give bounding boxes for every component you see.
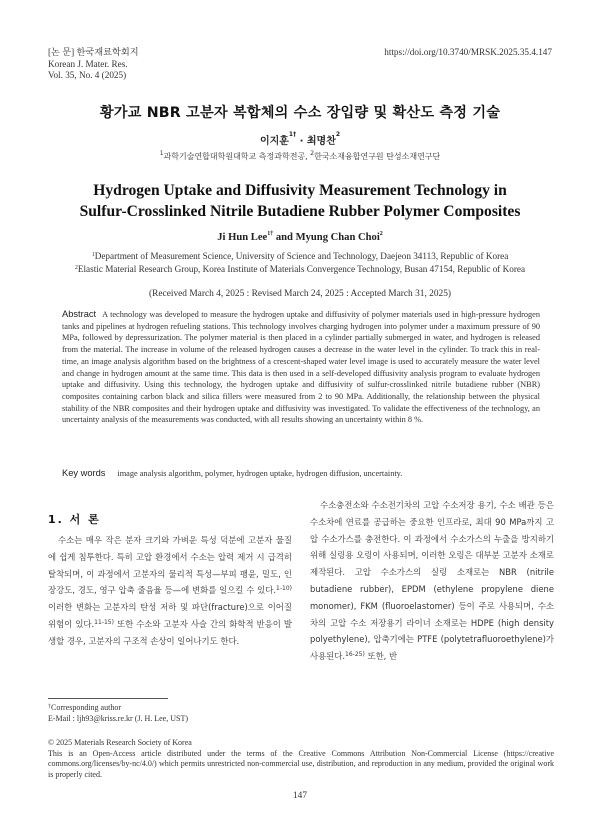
citation-ref: 1-10) (276, 585, 292, 593)
intro-left-text-3: 또한 수소와 고분자 사슬 간의 화학적 반응이 발생할 경우, 고분자의 구조적 손상이 일어나기도 한다. (48, 618, 292, 646)
author-1-en: Ji Hun Lee (217, 232, 268, 243)
abstract-label: Abstract (62, 309, 97, 319)
affiliations-korean (0, 151, 600, 162)
affil-ko-2-sup: 2 (310, 150, 315, 157)
intro-left-text-2: 이러한 변화는 고분자의 탄성 저하 및 파단(fracture)으로 이어질 위험이 있다. (48, 602, 292, 629)
author-2-ko: 최명찬 (306, 136, 336, 147)
affil-en-1: Department of Measurement Science, University of Science and Technology, Daejeon 34113, Republic of Korea (94, 251, 509, 261)
author-2-en-sup: 2 (379, 231, 383, 237)
body-column-right (310, 497, 554, 665)
affil-en-2: Elastic Material Research Group, Korea Institute of Materials Convergence Technology, Busan 47154, Republic of Korea (77, 264, 526, 274)
affil-ko-1-sup: 1 (159, 150, 164, 157)
corresponding-author-label: Corresponding author (51, 703, 121, 712)
footnote (48, 703, 188, 724)
affil-en-2-sup: 2 (74, 265, 78, 271)
doi-link[interactable]: https://doi.org/10.3740/MRSK.2025.35.4.147 (384, 47, 552, 57)
author-conjunction: and (273, 232, 296, 243)
section-heading-introduction: 1. 서 론 (48, 513, 101, 526)
author-2-en: Myung Chan Choi (295, 232, 380, 243)
body-column-left (48, 532, 292, 650)
authors-english (0, 232, 600, 243)
author-2-ko-sup: 2 (335, 131, 341, 138)
title-korean: 황가교 NBR 고분자 복합체의 수소 장입량 및 확산도 측정 기술 (99, 105, 501, 121)
journal-name-en: Korean J. Mater. Res. (48, 58, 128, 69)
title-english-line1: Hydrogen Uptake and Diffusivity Measurement Technology in (93, 182, 507, 199)
affil-ko-2: 한국소재융합연구원 탄성소재연구단 (314, 152, 441, 161)
affiliations-english (40, 250, 560, 276)
author-1-ko-sup: 1† (288, 131, 297, 138)
affil-en-1-line (40, 250, 560, 263)
abstract-text: A technology was developed to measure the hydrogen uptake and diffusivity of polymer materials used in high-pressure hydrogen tanks and pipelines at hydrogen refueling stations. This technology involves charging hydrogen into polymer under a maximum pressure of 90 MPa, followed by depressurization. The polymer material is then placed in a cylinder partially submerged in water, and hydrogen is released from the material. The increase in volume of the released hydrogen causes a decrease in the water level in the cylinder. To track this in real-time, an image analysis algorithm based on the brightness of a crescent-shaped water level image is used to accurately measure the water level and change in hydrogen amount at the same time. This data is then used in a self-developed diffusivity analysis program to evaluate hydrogen uptake and diffusivity. Using this technology, the hydrogen uptake and diffusivity of sulfur-crosslinked nitrile butadiene rubber (NBR) composites containing carbon black and silica fillers were measured from 2 to 90 MPa. Additionally, the relationship between the physical stability of the NBR composites and their hydrogen uptake and diffusivity was investigated. To validate the effectiveness of the technology, an uncertainty analysis of the measurements was conducted, with all results showing an uncertainty within 8 %. (62, 310, 540, 425)
received-dates: (Received March 4, 2025 : Revised March 24, 2025 : Accepted March 31, 2025) (149, 289, 451, 299)
author-1-ko: 이지훈 (259, 136, 289, 147)
affil-ko-1: 과학기술연합대학원대학교 측정과학전공, (163, 152, 311, 161)
license-text: This is an Open-Access article distributed under the terms of the Creative Commons Attribution Non-Commercial License (https://creative commons.org/licenses/by-nc/4.0/) which permits unrestricted non-commercial use, distribution, and reproduction in any medium, provided the original work is properly cited. (48, 748, 554, 779)
intro-right-text-2: 또한, 반 (364, 651, 398, 662)
intro-left-text-1: 수소는 매우 작은 분자 크기와 가벼운 특성 덕분에 고분자 물질에 쉽게 침투한다. 특히 고압 환경에서 수소는 압력 제거 시 급격히 탈착되며, 이 과정에서 고분자의 물리적 특성—부피 팽윤, 밀도, 인장강도, 경도, 영구 압축 줄음율 등—에 변화를 일으킬 수 있다. (48, 535, 292, 596)
title-english (40, 180, 560, 222)
citation-ref: 16-25) (345, 651, 365, 659)
title-english-line2: Sulfur-Crosslinked Nitrile Butadiene Rubber Polymer Composites (79, 203, 521, 220)
author-separator: · (296, 136, 307, 147)
authors-korean (0, 132, 600, 147)
journal-name-ko: [논 문] 한국재료학회지 (48, 47, 139, 57)
citation-ref: 11-15) (94, 618, 114, 626)
footnote-divider (48, 698, 168, 699)
affil-en-1-sup: 1 (91, 252, 95, 258)
corresponding-author-note (48, 703, 188, 714)
abstract (62, 309, 540, 426)
journal-volume: Vol. 35, No. 4 (2025) (48, 70, 127, 80)
copyright-line: © 2025 Materials Research Society of Korea (48, 738, 192, 747)
keywords-text: image analysis algorithm, polymer, hydrogen uptake, hydrogen diffusion, uncertainty. (117, 469, 403, 478)
license-notice (48, 738, 554, 780)
page-number: 147 (292, 791, 308, 801)
intro-right-text-1: 수소충전소와 수소전기차의 고압 수소저장 용기, 수소 배관 등은 수소차에 연료를 공급하는 중요한 인프라로, 최대 90 MPa까지 고압 수소가스를 충전한다. 이 과정에서 수소가스의 누출을 방지하기 위해 실링용 오링이 사용되며, 이러한 오링은 대부분 고분자 소재로 제작된다. 고압 수소가스의 실링 소재로는 NBR (nitrile butadiene rubber), EPDM (ethylene propylene diene monomer), FKM (fluoroelastomer) 등이 주로 사용되며, 수소차의 고압 수소 저장용기 라이너 소재로는 HDPE (high density polyethylene), 압축기에는 PTFE (polytetrafluoroethylene)가 사용된다. (310, 500, 554, 662)
dagger-mark: † (48, 704, 51, 710)
keywords (62, 468, 540, 478)
corresponding-author-email: E-Mail : ljh93@kriss.re.kr (J. H. Lee, UST) (48, 713, 189, 723)
keywords-label: Key words (62, 468, 106, 478)
affil-en-2-line (40, 263, 560, 276)
journal-header (48, 47, 308, 82)
author-1-en-sup: 1† (267, 231, 274, 237)
